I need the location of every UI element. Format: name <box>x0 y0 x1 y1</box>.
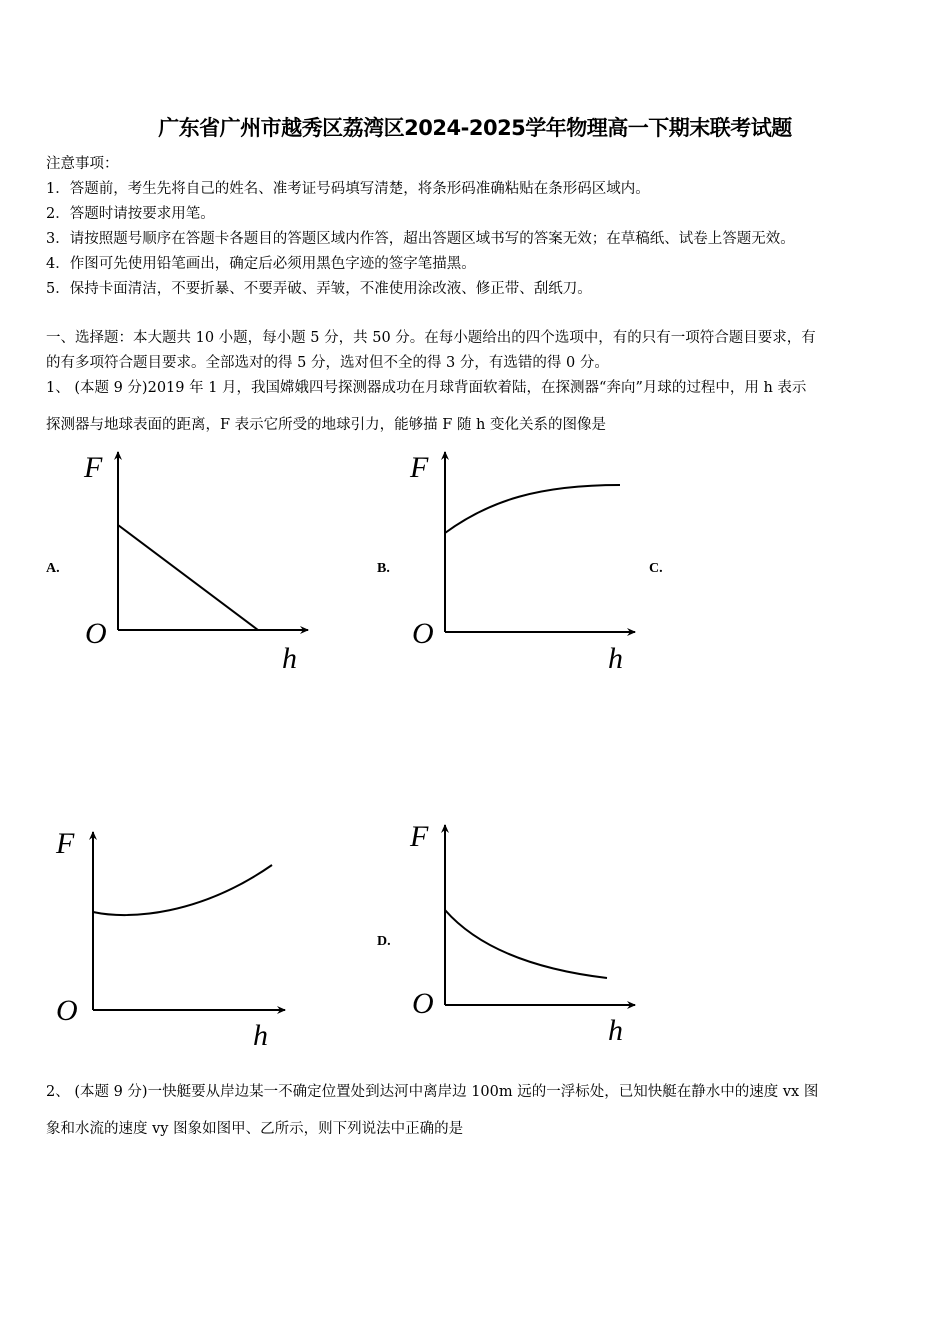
section-instructions: 的有多项符合题目要求。全部选对的得 5 分，选对但不全的得 3 分，有选错的得 0 分。 <box>46 355 609 371</box>
curve <box>118 525 258 630</box>
option-c-label: C. <box>649 561 663 576</box>
graph-b <box>409 451 635 675</box>
x-axis-label: h <box>608 1014 623 1047</box>
graph-d <box>409 820 635 1047</box>
curve <box>445 910 607 978</box>
y-axis-label: F <box>410 451 429 484</box>
y-axis-label: F <box>56 827 75 860</box>
question-1-text: 1、 (本题 9 分)2019 年 1 月，我国嫦娥四号探测器成功在月球背面软着陆，在探测器“奔向”月球的过程中，用 h 表示 <box>46 380 807 396</box>
notice-item: 3．请按照题号顺序在答题卡各题目的答题区域内作答，超出答题区域书写的答案无效；在草稿纸、试卷上答题无效。 <box>46 231 795 247</box>
option-b-label: B. <box>377 561 390 576</box>
curve <box>93 865 272 915</box>
graph-c <box>55 827 285 1052</box>
question-2-text: 象和水流的速度 vy 图象如图甲、乙所示，则下列说法中正确的是 <box>46 1121 464 1137</box>
notice-item: 5．保持卡面清洁，不要折暴、不要弄破、弄皱，不准使用涂改液、修正带、刮纸刀。 <box>46 281 592 297</box>
origin-label: O <box>56 994 78 1027</box>
notice-item: 2．答题时请按要求用笔。 <box>46 206 215 222</box>
question-2-text: 2、 (本题 9 分)一快艇要从岸边某一不确定位置处到达河中离岸边 100m 远的一浮标处，已知快艇在静水中的速度 vx 图 <box>46 1084 819 1100</box>
graph-a <box>83 451 308 675</box>
origin-label: O <box>412 617 434 650</box>
y-axis-label: F <box>84 451 103 484</box>
origin-label: O <box>85 617 107 650</box>
notice-heading: 注意事项： <box>46 156 119 172</box>
page-title: 广东省广州市越秀区荔湾区2024-2025学年物理高一下期末联考试题 <box>158 116 792 140</box>
origin-label: O <box>412 987 434 1020</box>
notice-item: 1．答题前，考生先将自己的姓名、准考证号码填写清楚，将条形码准确粘贴在条形码区域内。 <box>46 181 650 197</box>
section-instructions: 一、选择题：本大题共 10 小题，每小题 5 分，共 50 分。在每小题给出的四个选项中，有的只有一项符合题目要求，有 <box>46 330 816 346</box>
curve <box>445 485 620 533</box>
x-axis-label: h <box>608 642 623 675</box>
notice-item: 4．作图可先使用铅笔画出，确定后必须用黑色字迹的签字笔描黑。 <box>46 256 476 272</box>
option-d-label: D. <box>377 934 391 949</box>
x-axis-label: h <box>253 1019 268 1052</box>
question-1-text: 探测器与地球表面的距离，F 表示它所受的地球引力，能够描 F 随 h 变化关系的图像是 <box>46 417 607 433</box>
option-a-label: A. <box>46 561 60 576</box>
x-axis-label: h <box>282 642 297 675</box>
y-axis-label: F <box>410 820 429 853</box>
